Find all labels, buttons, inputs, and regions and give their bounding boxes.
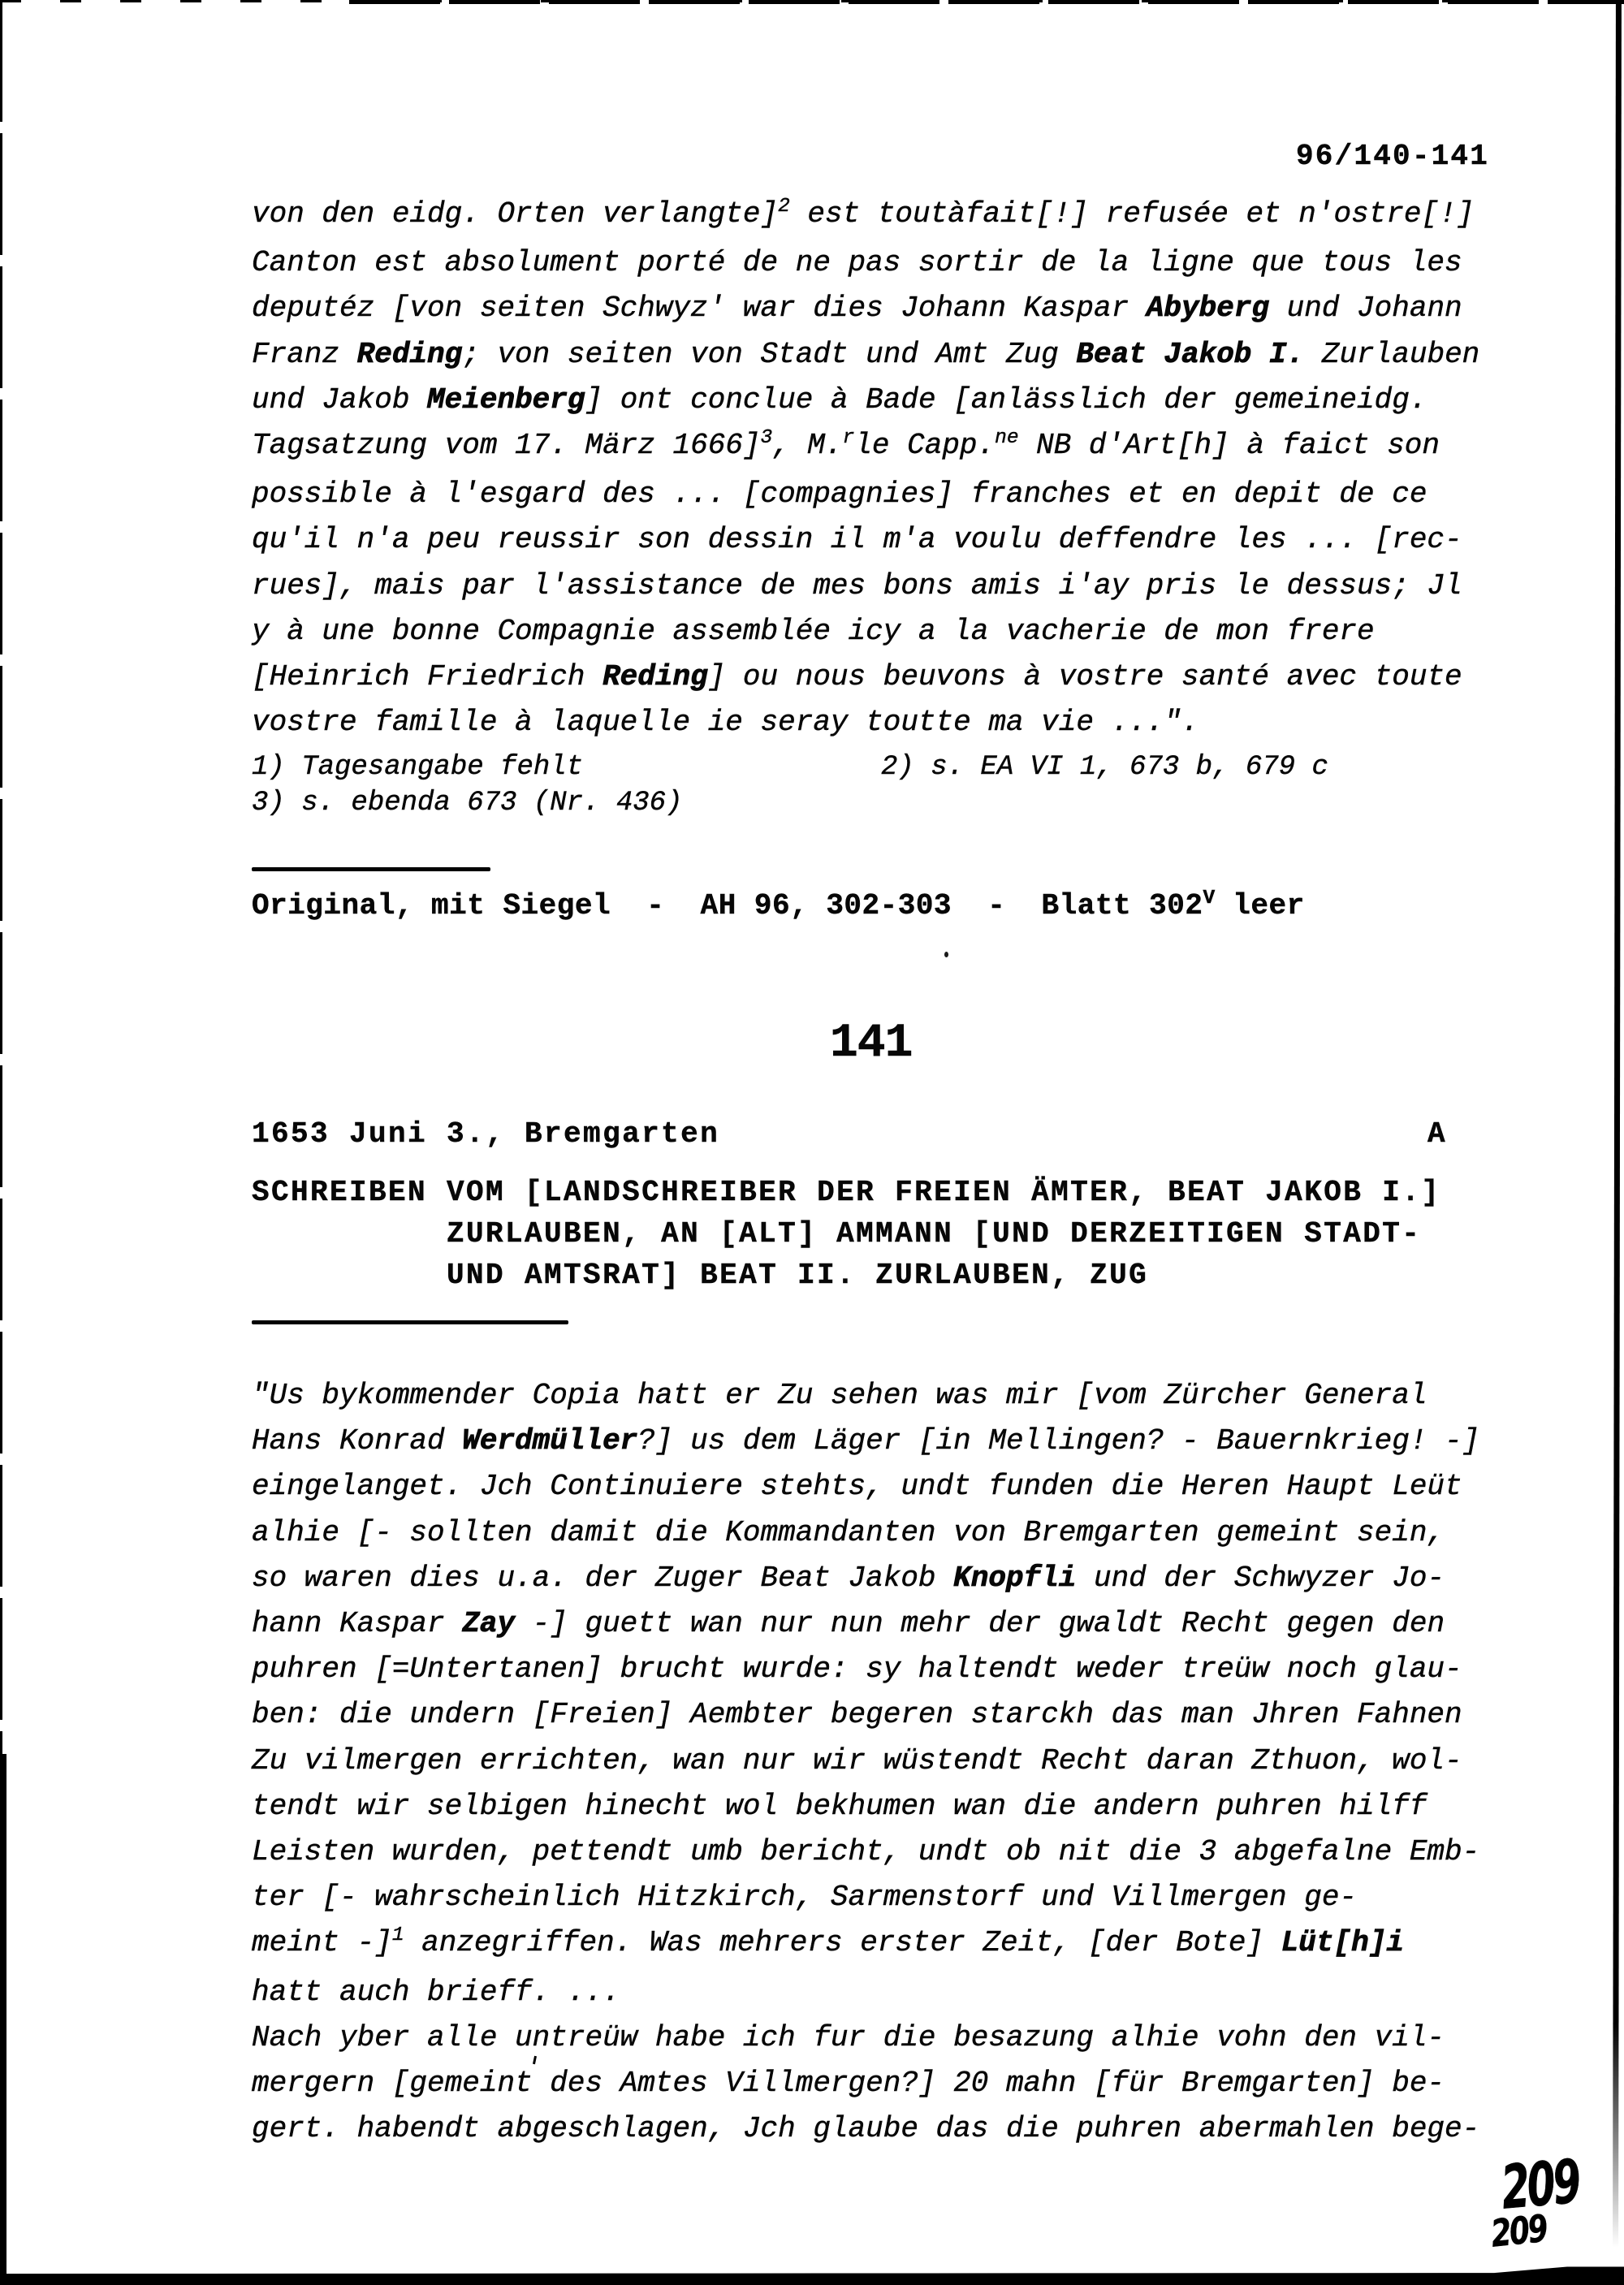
paragraph-line: Canton est absolument porté de ne pas sortir de la ligne que tous les xyxy=(252,246,1462,280)
quote-line: hann Kaspar Zay -] guett wan nur nun mehr der gwaldt Recht gegen den xyxy=(252,1607,1445,1641)
heading-line: ZURLAUBEN, AN [ALT] AMMANN [UND DERZEITIGEN STADT- xyxy=(252,1217,1422,1250)
quote-line: Nach yber alle untreüw habe ich fur die besazung alhie vohn den vil- xyxy=(252,2020,1445,2054)
page-header-reference: 96/140-141 xyxy=(1296,140,1490,173)
entry-141-date-place: 1653 Juni 3., Bremgarten xyxy=(252,1117,720,1151)
entry-141-heading xyxy=(252,1172,1440,1296)
paragraph-line: y à une bonne Compagnie assemblée icy a la vacherie de mon frere xyxy=(252,614,1375,648)
scan-artifact-left-edge-thick xyxy=(0,1754,6,2285)
entry-141-copy-letter: A xyxy=(1427,1117,1445,1151)
divider-rule-heading xyxy=(252,1320,568,1324)
handwritten-page-number: 209 xyxy=(1498,2146,1582,2223)
scan-speck xyxy=(944,952,948,957)
quote-line: mergern [gemeint des Amtes Villmergen?] 20 mahn [für Bremgarten] be- xyxy=(252,2067,1445,2101)
scan-artifact-bottom-bar xyxy=(0,2266,1624,2285)
quote-line: eingelanget. Jch Continuiere stehts, undt funden die Heren Haupt Leüt xyxy=(252,1470,1462,1504)
quote-line: ter [- wahrscheinlich Hitzkirch, Sarmenstorf und Villmergen ge- xyxy=(252,1881,1358,1915)
quote-line: tendt wir selbigen hinecht wol bekhumen wan die andern puhren hilff xyxy=(252,1789,1427,1823)
paragraph-line: rues], mais par l'assistance de mes bons amis i'ay pris le dessus; Jl xyxy=(252,568,1462,603)
quote-line: ben: die undern [Freien] Aembter begeren starckh das man Jhren Fahnen xyxy=(252,1698,1462,1732)
paragraph-line: Tagsatzung vom 17. März 1666]$^3$, M.$^r$le Capp.$^{ne}$ NB d'Art[h] à faict son xyxy=(252,426,1440,463)
entry-140-source-line xyxy=(252,883,1305,932)
entry-141-quoted-letter xyxy=(252,1373,1479,2152)
paragraph-line: deputéz [von seiten Schwyz' war dies Johann Kaspar Abyberg und Johann xyxy=(252,292,1462,326)
quote-line: "Us bykommender Copia hatt er Zu sehen was mir [vom Zürcher General xyxy=(252,1379,1427,1412)
paragraph-line: Franz Reding; von seiten von Stadt und Amt Zug Beat Jakob I. Zurlauben xyxy=(252,337,1480,371)
paragraph-line: qu'il n'a peu reussir son dessin il m'a voulu deffendre les ... [rec- xyxy=(252,523,1462,557)
source-line-text: Original, mit Siegel - AH 96, 302-303 - Blatt $302^V$ leer xyxy=(252,887,1305,922)
quote-line: alhie [- sollten damit die Kommandanten von Bremgarten gemeint sein, xyxy=(252,1515,1445,1549)
quote-line: puhren [=Untertanen] brucht wurde: sy haltendt weder treüw noch glau- xyxy=(252,1652,1462,1687)
heading-line: UND AMTSRAT] BEAT II. ZURLAUBEN, ZUG xyxy=(252,1259,1149,1292)
footnote-1: 1) Tagesangabe fehlt xyxy=(252,752,584,783)
entry-141-number: 141 xyxy=(830,1017,913,1070)
footnote-2: 2) s. EA VI 1, 673 b, 679 c xyxy=(881,752,1328,783)
paragraph-line: von den eidg. Orten verlangte]$^2$ est toutàfait[!] refusée et n'ostre[!] xyxy=(252,195,1475,231)
paragraph-line: possible à l'esgard des ... [compagnies] franches et en depit de ce xyxy=(252,477,1427,512)
entry-140-quoted-paragraph xyxy=(252,192,1479,745)
quote-line: gert. habendt abgeschlagen, Jch glaube das die puhren abermahlen bege- xyxy=(252,2112,1480,2146)
paragraph-line: [Heinrich Friedrich Reding] ou nous beuvons à vostre santé avec toute xyxy=(252,660,1462,694)
quote-line: hatt auch brieff. ... xyxy=(252,1975,620,2009)
quote-line: Hans Konrad Werdmüller?] us dem Läger [in Mellingen? - Bauernkrieg! -] xyxy=(252,1424,1480,1458)
paragraph-line: und Jakob Meienberg] ont conclue à Bade [anlässlich der gemeineidg. xyxy=(252,382,1427,417)
quote-line: so waren dies u.a. der Zuger Beat Jakob Knopfli und der Schwyzer Jo- xyxy=(252,1561,1445,1595)
scan-artifact-top-edge-dark xyxy=(349,0,1624,4)
quote-line: Zu vilmergen errichten, wan nur wir wüstendt Recht daran Zthuon, wol- xyxy=(252,1743,1462,1777)
scan-artifact-right-edge xyxy=(1613,0,1622,2248)
quote-line: meint -]$^1$ anzegriffen. Was mehrers erster Zeit, [der Bote] Lüt[h]i xyxy=(252,1924,1404,1960)
paragraph-line: vostre famille à laquelle ie seray toutte ma vie ...". xyxy=(252,706,1199,740)
heading-line: SCHREIBEN VOM [LANDSCHREIBER DER FREIEN ÄMTER, BEAT JAKOB I.] xyxy=(252,1176,1441,1209)
quote-line: Leisten wurden, pettendt umb bericht, undt ob nit die 3 abgefalne Emb- xyxy=(252,1835,1480,1869)
handwritten-page-number-small: 209 xyxy=(1488,2205,1548,2256)
divider-rule-footnotes xyxy=(252,867,490,871)
footnote-3: 3) s. ebenda 673 (Nr. 436) xyxy=(252,788,683,819)
